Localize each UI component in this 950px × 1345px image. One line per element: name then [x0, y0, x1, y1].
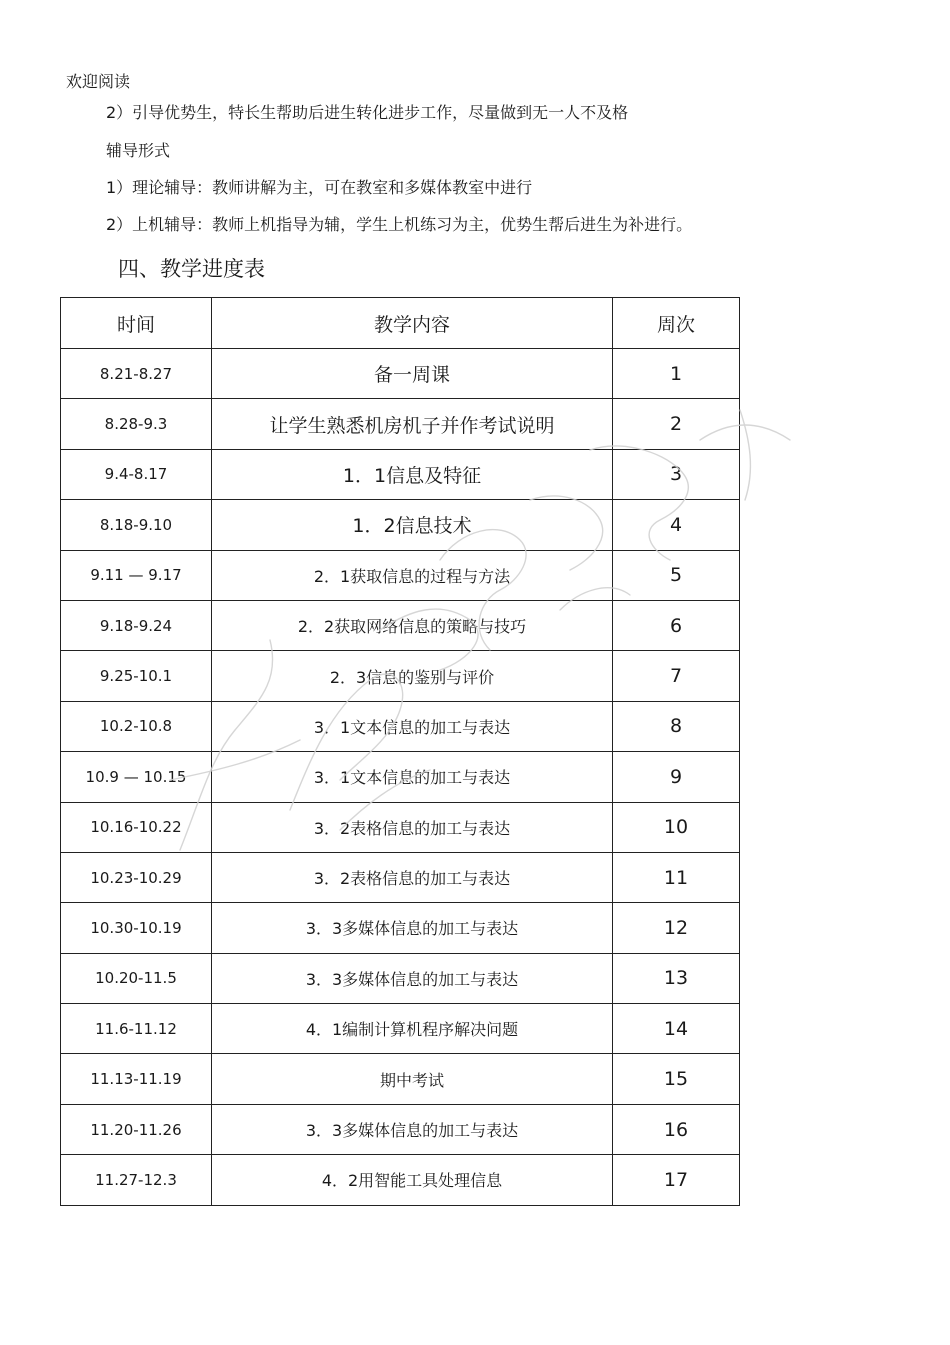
cell-content: 4．1编制计算机程序解决问题: [212, 1004, 613, 1054]
teaching-schedule-table: [60, 297, 740, 1206]
cell-content: 3．3多媒体信息的加工与表达: [212, 903, 613, 953]
cell-time: 10.23-10.29: [61, 852, 212, 902]
cell-week: 9: [613, 752, 740, 802]
cell-content: 4．2用智能工具处理信息: [212, 1155, 613, 1205]
table-row: [61, 852, 740, 902]
column-header-time: 时间: [61, 298, 212, 349]
cell-week: 1: [613, 349, 740, 399]
table-row: [61, 349, 740, 399]
cell-content: 让学生熟悉机房机子并作考试说明: [212, 399, 613, 449]
table-row: [61, 1104, 740, 1154]
cell-time: 10.2-10.8: [61, 701, 212, 751]
cell-time: 9.25-10.1: [61, 651, 212, 701]
table-row: [61, 701, 740, 751]
table-row: [61, 500, 740, 550]
cell-content: 3．2表格信息的加工与表达: [212, 802, 613, 852]
cell-week: 2: [613, 399, 740, 449]
cell-time: 8.28-9.3: [61, 399, 212, 449]
cell-content: 备一周课: [212, 349, 613, 399]
cell-content: 3．2表格信息的加工与表达: [212, 852, 613, 902]
cell-week: 5: [613, 550, 740, 600]
table-row: [61, 1054, 740, 1104]
paragraph-computer-tutoring: 2）上机辅导：教师上机指导为辅，学生上机练习为主，优势生帮后进生为补进行。: [106, 215, 693, 234]
column-header-week: 周次: [613, 298, 740, 349]
table-header-row: [61, 298, 740, 349]
cell-week: 11: [613, 852, 740, 902]
cell-time: 11.20-11.26: [61, 1104, 212, 1154]
table-row: [61, 903, 740, 953]
cell-week: 16: [613, 1104, 740, 1154]
table-row: [61, 449, 740, 499]
cell-content: 1．2信息技术: [212, 500, 613, 550]
cell-time: 11.13-11.19: [61, 1054, 212, 1104]
cell-time: 11.6-11.12: [61, 1004, 212, 1054]
cell-week: 15: [613, 1054, 740, 1104]
cell-time: 10.16-10.22: [61, 802, 212, 852]
cell-time: 10.9 — 10.15: [61, 752, 212, 802]
paragraph-tutoring-goal: 2）引导优势生，特长生帮助后进生转化进步工作，尽量做到无一人不及格: [106, 103, 629, 122]
table-row: [61, 550, 740, 600]
cell-week: 10: [613, 802, 740, 852]
cell-time: 8.21-8.27: [61, 349, 212, 399]
cell-time: 9.4-8.17: [61, 449, 212, 499]
cell-content: 期中考试: [212, 1054, 613, 1104]
column-header-content: 教学内容: [212, 298, 613, 349]
cell-week: 7: [613, 651, 740, 701]
cell-week: 12: [613, 903, 740, 953]
cell-content: 3．1文本信息的加工与表达: [212, 701, 613, 751]
section-title: 四、教学进度表: [118, 257, 265, 281]
cell-time: 10.20-11.5: [61, 953, 212, 1003]
cell-time: 9.18-9.24: [61, 600, 212, 650]
cell-time: 8.18-9.10: [61, 500, 212, 550]
cell-week: 17: [613, 1155, 740, 1205]
table-row: [61, 651, 740, 701]
cell-week: 4: [613, 500, 740, 550]
table-row: [61, 953, 740, 1003]
cell-time: 11.27-12.3: [61, 1155, 212, 1205]
cell-time: 9.11 — 9.17: [61, 550, 212, 600]
table-row: [61, 802, 740, 852]
cell-week: 6: [613, 600, 740, 650]
cell-content: 1．1信息及特征: [212, 449, 613, 499]
table-row: [61, 600, 740, 650]
table-row: [61, 1155, 740, 1205]
cell-time: 10.30-10.19: [61, 903, 212, 953]
table-row: [61, 1004, 740, 1054]
cell-content: 3．3多媒体信息的加工与表达: [212, 1104, 613, 1154]
cell-week: 3: [613, 449, 740, 499]
cell-week: 8: [613, 701, 740, 751]
cell-week: 14: [613, 1004, 740, 1054]
cell-content: 2．3信息的鉴别与评价: [212, 651, 613, 701]
cell-content: 3．3多媒体信息的加工与表达: [212, 953, 613, 1003]
table-row: [61, 399, 740, 449]
header-welcome: 欢迎阅读: [66, 72, 131, 91]
paragraph-theory-tutoring: 1）理论辅导：教师讲解为主，可在教室和多媒体教室中进行: [106, 178, 533, 197]
cell-week: 13: [613, 953, 740, 1003]
cell-content: 2．1获取信息的过程与方法: [212, 550, 613, 600]
table-row: [61, 752, 740, 802]
cell-content: 2．2获取网络信息的策略与技巧: [212, 600, 613, 650]
cell-content: 3．1文本信息的加工与表达: [212, 752, 613, 802]
paragraph-tutoring-form-heading: 辅导形式: [106, 141, 171, 160]
